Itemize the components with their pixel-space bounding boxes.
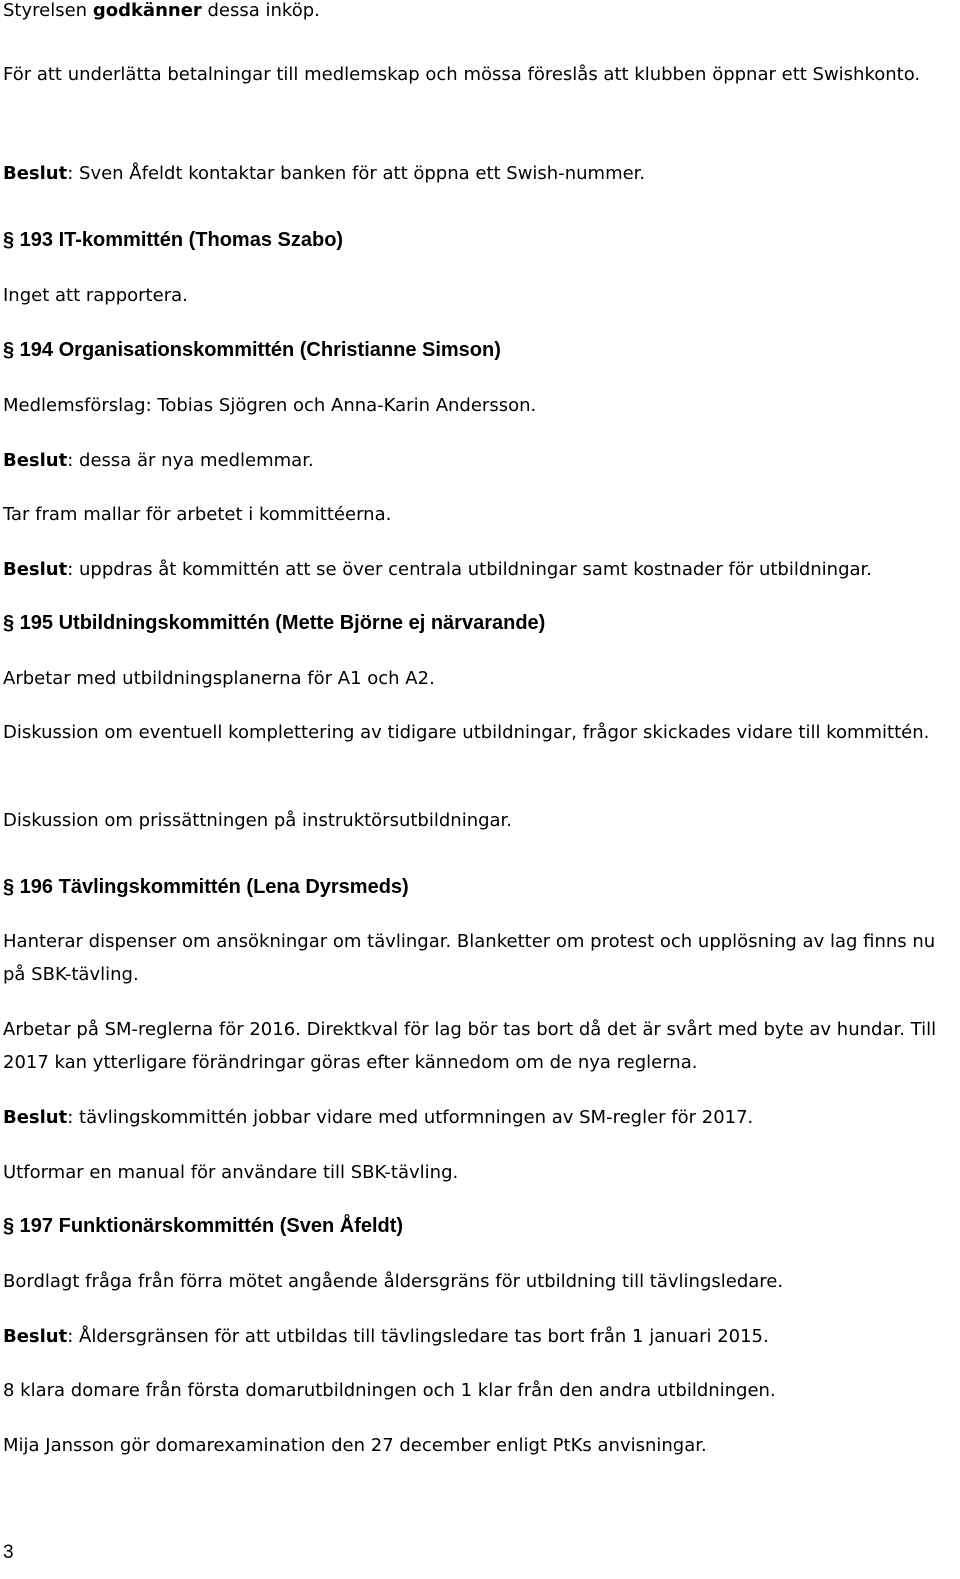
paragraph-age-limit-decision: Beslut: Åldersgränsen för att utbildas till tävlingsledare tas bort från 1 januari 2015. bbox=[3, 1326, 769, 1347]
paragraph-sm-rules: Arbetar på SM-reglerna för 2016. Direktkval för lag bör tas bort då det är svårt med byte av hundar. Till 2017 kan ytterligare förändringar göras efter kännedom om de nya reglerna. bbox=[3, 1019, 937, 1073]
heading-196-competition-committee: § 196 Tävlingskommittén (Lena Dyrsmeds) bbox=[3, 876, 409, 898]
heading-193-it-committee: § 193 IT-kommittén (Thomas Szabo) bbox=[3, 229, 344, 251]
paragraph-approval: Styrelsen godkänner dessa inköp. bbox=[3, 0, 320, 21]
paragraph-member-proposal: Medlemsförslag: Tobias Sjögren och Anna-Karin Andersson. bbox=[3, 395, 537, 416]
paragraph-judge-exam: Mija Jansson gör domarexamination den 27 december enligt PtKs anvisningar. bbox=[3, 1435, 707, 1456]
paragraph-age-limit-question: Bordlagt fråga från förra mötet angående åldersgräns för utbildning till tävlingsledare. bbox=[3, 1271, 784, 1292]
heading-197-officials-committee: § 197 Funktionärskommittén (Sven Åfeldt) bbox=[3, 1215, 404, 1237]
paragraph-manual: Utformar en manual för användare till SBK-tävling. bbox=[3, 1162, 459, 1183]
paragraph-pricing-discussion: Diskussion om prissättningen på instruktörsutbildningar. bbox=[3, 810, 513, 831]
paragraph-member-decision: Beslut: dessa är nya medlemmar. bbox=[3, 450, 314, 471]
heading-195-education-committee: § 195 Utbildningskommittén (Mette Björne ej närvarande) bbox=[3, 612, 546, 634]
paragraph-dispensations: Hanterar dispenser om ansökningar om tävlingar. Blanketter om protest och upplösning av lag finns nu på SBK-tävling. bbox=[3, 931, 936, 985]
paragraph-sm-rules-decision: Beslut: tävlingskommittén jobbar vidare med utformningen av SM-regler för 2017. bbox=[3, 1107, 754, 1128]
paragraph-education-discussion: Diskussion om eventuell komplettering av tidigare utbildningar, frågor skickades vidare till kommittén. bbox=[3, 722, 930, 743]
paragraph-education-plans: Arbetar med utbildningsplanerna för A1 och A2. bbox=[3, 668, 435, 689]
paragraph-templates: Tar fram mallar för arbetet i kommittéerna. bbox=[3, 504, 392, 525]
paragraph-swish-decision: Beslut: Sven Åfeldt kontaktar banken för att öppna ett Swish-nummer. bbox=[3, 163, 646, 184]
page-number: 3 bbox=[3, 1542, 14, 1563]
heading-194-organisation-committee: § 194 Organisationskommittén (Christianne Simson) bbox=[3, 339, 501, 361]
paragraph-swish-proposal: För att underlätta betalningar till medlemskap och mössa föreslås att klubben öppnar ett Swishkonto. bbox=[3, 64, 921, 85]
paragraph-nothing-to-report: Inget att rapportera. bbox=[3, 285, 188, 306]
paragraph-judges: 8 klara domare från första domarutbildningen och 1 klar från den andra utbildningen. bbox=[3, 1380, 776, 1401]
paragraph-training-decision: Beslut: uppdras åt kommittén att se över centrala utbildningar samt kostnader för utbildningar. bbox=[3, 559, 873, 580]
